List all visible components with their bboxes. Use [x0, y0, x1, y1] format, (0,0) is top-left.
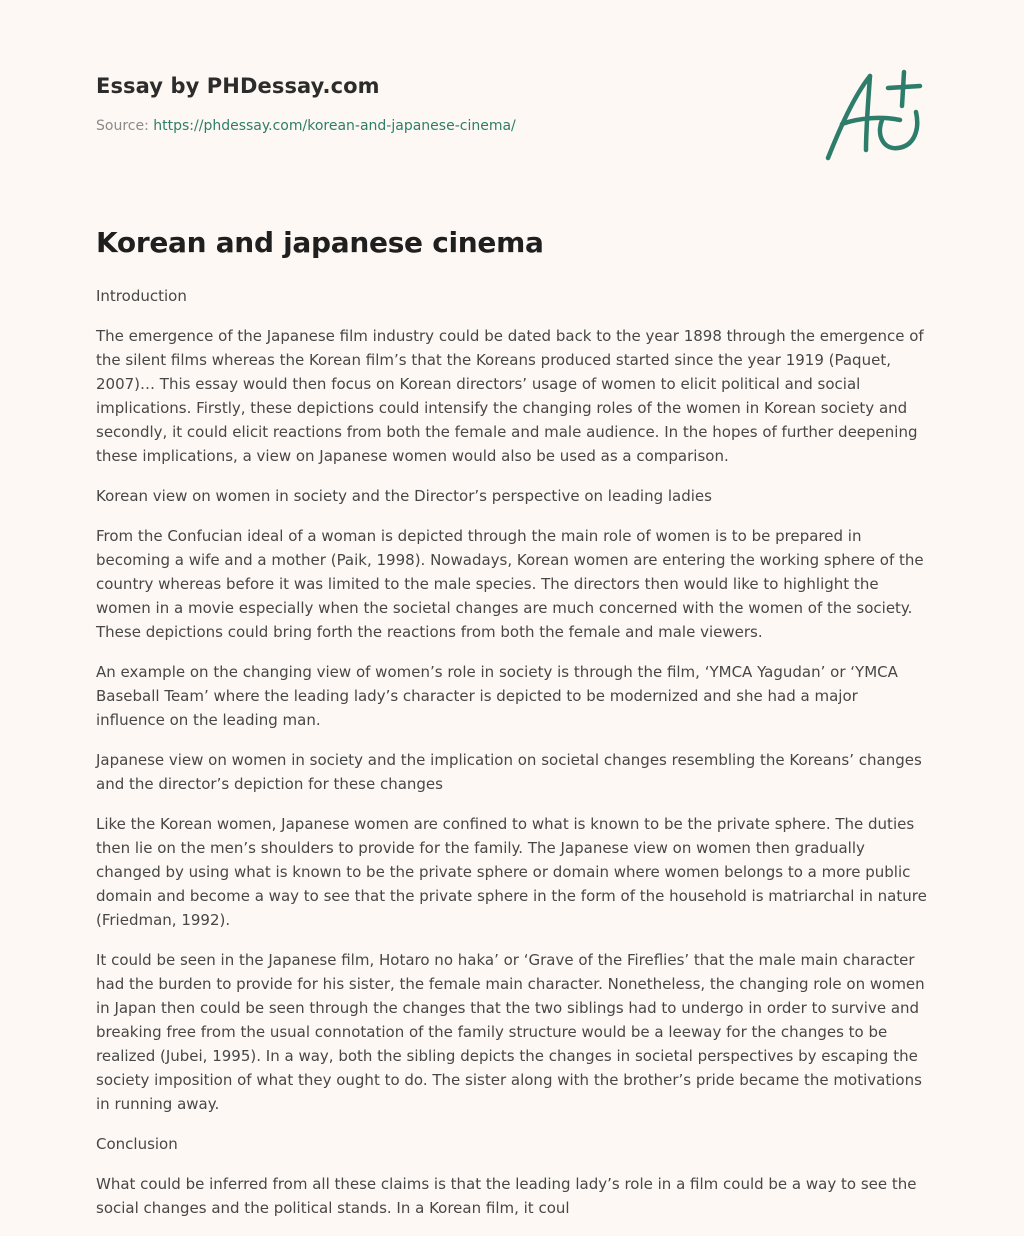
essay-header [96, 74, 796, 134]
paragraph: It could be seen in the Japanese film, Hotaro no haka’ or ‘Grave of the Fireflies’ that the male main character had the burden to provide for his sister, the female main character. Nonetheless, the changing role on women in Japan then could be seen through the changes that the two siblings had to undergo in order to survive and breaking free from the usual connotation of the family structure would be a leeway for the changes to be realized (Jubei, 1995). In a way, both the sibling depicts the changes in societal perspectives by escaping the society imposition of what they ought to do. The sister along with the brother’s pride became the motivations in running away. [96, 951, 925, 1113]
source-line [96, 118, 796, 134]
a-plus-grade-logo-icon [818, 66, 930, 166]
paragraph: An example on the changing view of women’s role in society is through the film, ‘YMCA Yagudan’ or ‘YMCA Baseball Team’ where the leading lady’s character is depicted to be modernized and she had a major influence on the leading man. [96, 663, 898, 729]
essay-body [96, 284, 928, 1236]
source-link[interactable]: https://phdessay.com/korean-and-japanese-cinema/ [153, 118, 516, 134]
section-heading-korean-view: Korean view on women in society and the Director’s perspective on leading ladies [96, 487, 712, 505]
paragraph: From the Confucian ideal of a woman is depicted through the main role of women is to be prepared in becoming a wife and a mother (Paik, 1998). Nowadays, Korean women are entering the working sphere of the country whereas before it was limited to the male species. The directors then would like to highlight the women in a movie especially when the societal changes are much concerned with the women of the society. These depictions could bring forth the reactions from both the female and male viewers. [96, 527, 924, 641]
essay-title: Korean and japanese cinema [96, 226, 544, 259]
source-label: Source: [96, 118, 154, 134]
section-heading-introduction: Introduction [96, 287, 187, 305]
section-heading-japanese-view: Japanese view on women in society and the implication on societal changes resembling the Koreans’ changes and the director’s depiction for these changes [96, 751, 922, 793]
section-heading-conclusion: Conclusion [96, 1135, 178, 1153]
paragraph: Like the Korean women, Japanese women are confined to what is known to be the private sphere. The duties then lie on the men’s shoulders to provide for the family. The Japanese view on women then gradually changed by using what is known to be the private sphere or domain where women belongs to a more public domain and become a way to see that the private sphere in the form of the household is matriarchal in nature (Friedman, 1992). [96, 815, 927, 929]
paragraph: The emergence of the Japanese film industry could be dated back to the year 1898 through the emergence of the silent films whereas the Korean film’s that the Koreans produced started since the year 1919 (Paquet, 2007)… This essay would then focus on Korean directors’ usage of women to elicit political and social implications. Firstly, these depictions could intensify the changing roles of the women in Korean society and secondly, it could elicit reactions from both the female and male audience. In the hopes of further deepening these implications, a view on Japanese women would also be used as a comparison. [96, 327, 924, 465]
paragraph: What could be inferred from all these claims is that the leading lady’s role in a film could be a way to see the social changes and the political stands. In a Korean film, it coul [96, 1175, 917, 1217]
site-brand: Essay by PHDessay.com [96, 74, 380, 98]
